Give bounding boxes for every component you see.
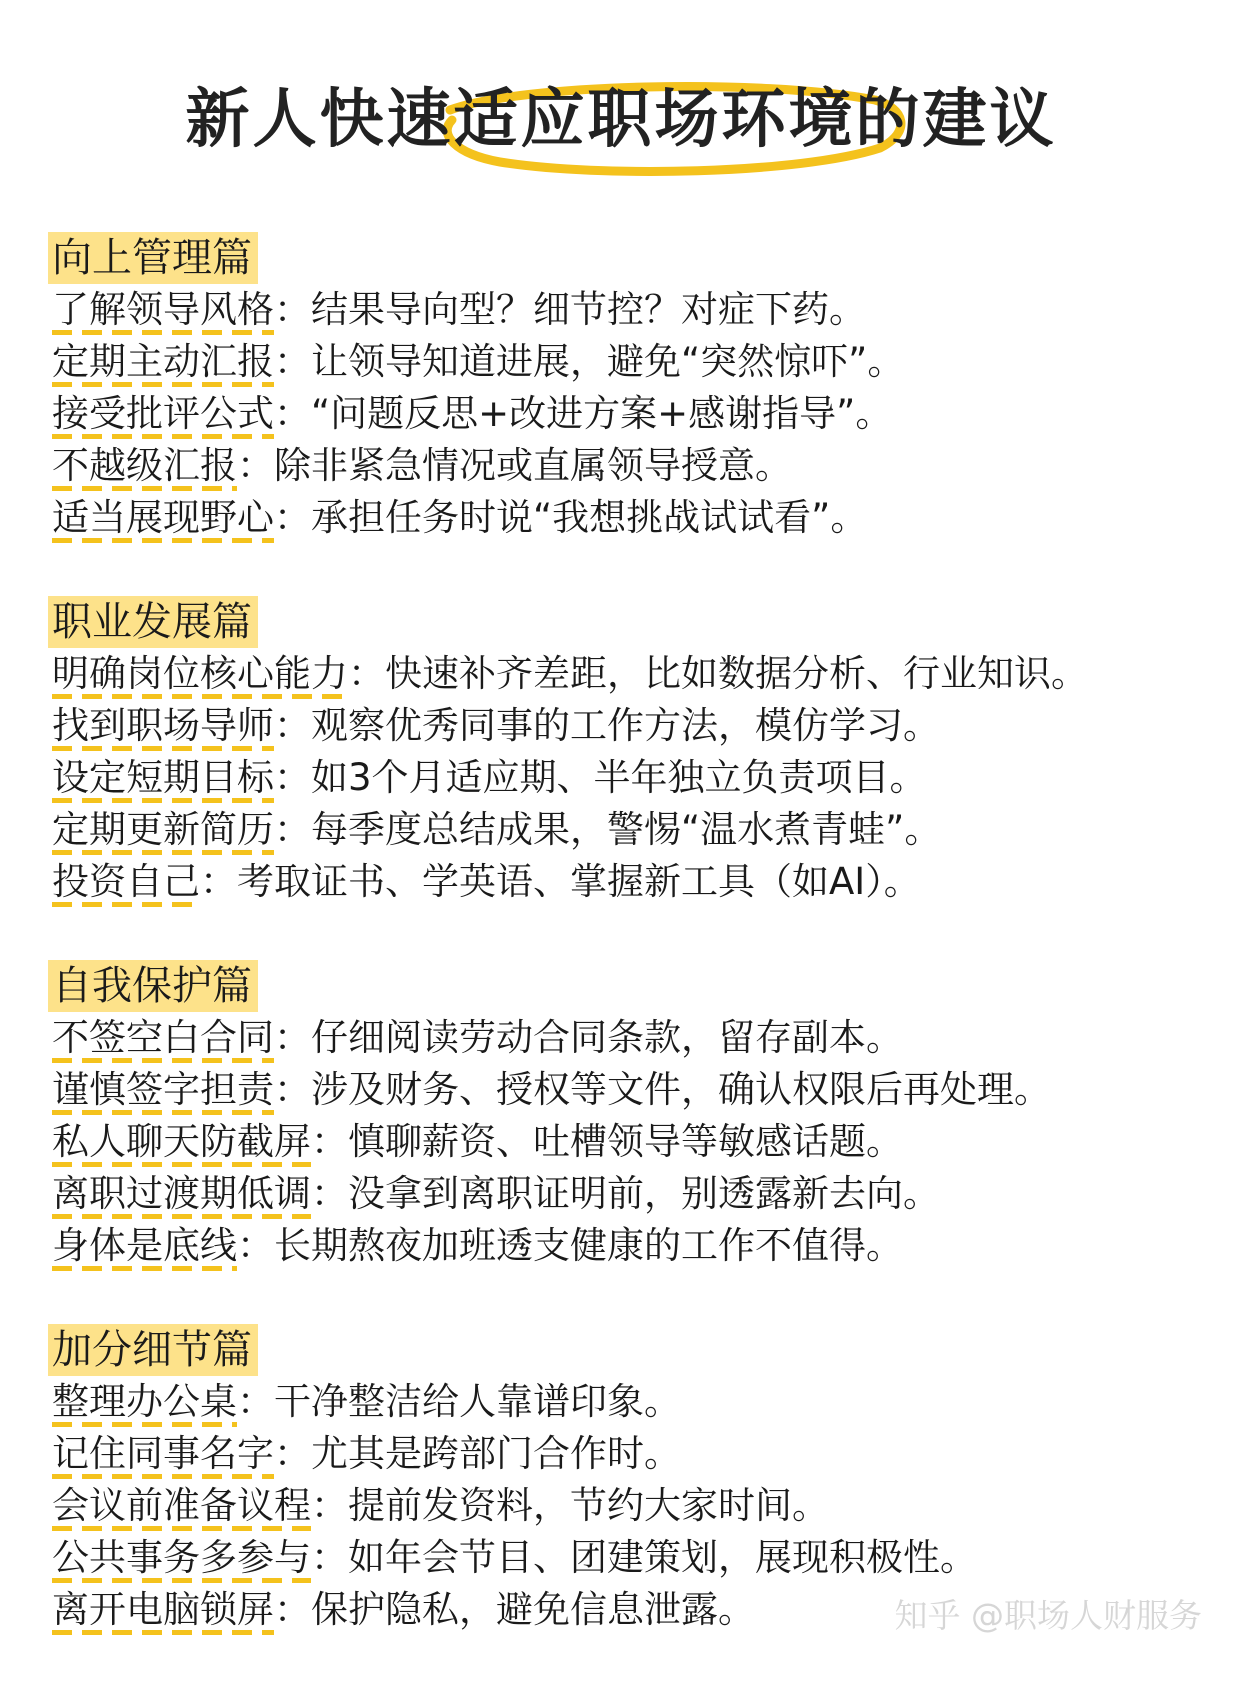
item-text: ：慎聊薪资、吐槽领导等敏感话题。	[311, 1120, 903, 1163]
section-title: 自我保护篇	[48, 960, 258, 1012]
list-item	[52, 648, 1212, 700]
list-item	[52, 700, 1212, 752]
item-text: ：保护隐私，避免信息泄露。	[274, 1588, 755, 1631]
item-text: ：除非紧急情况或直属领导授意。	[237, 444, 792, 487]
item-key: 离职过渡期低调	[52, 1172, 311, 1219]
watermark: 知乎 @职场人财服务	[894, 1596, 1202, 1635]
item-key: 记住同事名字	[52, 1432, 274, 1479]
item-text: ：每季度总结成果，警惕“温水煮青蛙”。	[274, 808, 942, 851]
list-item	[52, 1532, 1212, 1584]
section-title: 向上管理篇	[48, 232, 258, 284]
list-item	[52, 388, 1212, 440]
list-item	[52, 1168, 1212, 1220]
section	[52, 1324, 1212, 1636]
item-text: ：提前发资料，节约大家时间。	[311, 1484, 829, 1527]
item-key: 定期主动汇报	[52, 340, 274, 387]
item-key: 离开电脑锁屏	[52, 1588, 274, 1635]
list-item	[52, 1116, 1212, 1168]
item-key: 设定短期目标	[52, 756, 274, 803]
list-item	[52, 804, 1212, 856]
item-text: ：让领导知道进展，避免“突然惊吓”。	[274, 340, 905, 383]
item-text: ：长期熬夜加班透支健康的工作不值得。	[237, 1224, 903, 1267]
item-key: 投资自己	[52, 860, 200, 907]
item-key: 适当展现野心	[52, 496, 274, 543]
item-text: ：快速补齐差距，比如数据分析、行业知识。	[348, 652, 1088, 695]
item-text: ：“问题反思+改进方案+感谢指导”。	[274, 392, 893, 435]
list-item	[52, 1220, 1212, 1272]
item-key: 不签空白合同	[52, 1016, 274, 1063]
list-item	[52, 440, 1212, 492]
item-text: ：如年会节目、团建策划，展现积极性。	[311, 1536, 977, 1579]
content-area	[52, 232, 1212, 1688]
item-text: ：没拿到离职证明前，别透露新去向。	[311, 1172, 940, 1215]
item-text: ：涉及财务、授权等文件，确认权限后再处理。	[274, 1068, 1051, 1111]
list-item	[52, 1012, 1212, 1064]
item-key: 不越级汇报	[52, 444, 237, 491]
title-area	[0, 62, 1242, 182]
list-item	[52, 1480, 1212, 1532]
list-item	[52, 1376, 1212, 1428]
section	[52, 960, 1212, 1272]
item-key: 了解领导风格	[52, 288, 274, 335]
item-text: ：观察优秀同事的工作方法，模仿学习。	[274, 704, 940, 747]
page-title: 新人快速适应职场环境的建议	[185, 83, 1057, 157]
item-key: 公共事务多参与	[52, 1536, 311, 1583]
item-text: ：仔细阅读劳动合同条款，留存副本。	[274, 1016, 903, 1059]
item-key: 定期更新简历	[52, 808, 274, 855]
list-item	[52, 1064, 1212, 1116]
list-item	[52, 284, 1212, 336]
item-key: 找到职场导师	[52, 704, 274, 751]
section-title: 职业发展篇	[48, 596, 258, 648]
item-key: 会议前准备议程	[52, 1484, 311, 1531]
list-item	[52, 856, 1212, 908]
item-text: ：尤其是跨部门合作时。	[274, 1432, 681, 1475]
item-key: 谨慎签字担责	[52, 1068, 274, 1115]
list-item	[52, 1428, 1212, 1480]
item-key: 私人聊天防截屏	[52, 1120, 311, 1167]
item-text: ：如3个月适应期、半年独立负责项目。	[274, 756, 927, 799]
section	[52, 596, 1212, 908]
item-text: ：干净整洁给人靠谱印象。	[237, 1380, 681, 1423]
list-item	[52, 336, 1212, 388]
item-key: 接受批评公式	[52, 392, 274, 439]
section-title: 加分细节篇	[48, 1324, 258, 1376]
item-text: ：考取证书、学英语、掌握新工具（如AI）。	[200, 860, 921, 903]
item-text: ：承担任务时说“我想挑战试试看”。	[274, 496, 868, 539]
section	[52, 232, 1212, 544]
item-key: 身体是底线	[52, 1224, 237, 1271]
item-key: 整理办公桌	[52, 1380, 237, 1427]
list-item	[52, 492, 1212, 544]
item-key: 明确岗位核心能力	[52, 652, 348, 699]
item-text: ：结果导向型？细节控？对症下药。	[274, 288, 866, 331]
list-item	[52, 752, 1212, 804]
